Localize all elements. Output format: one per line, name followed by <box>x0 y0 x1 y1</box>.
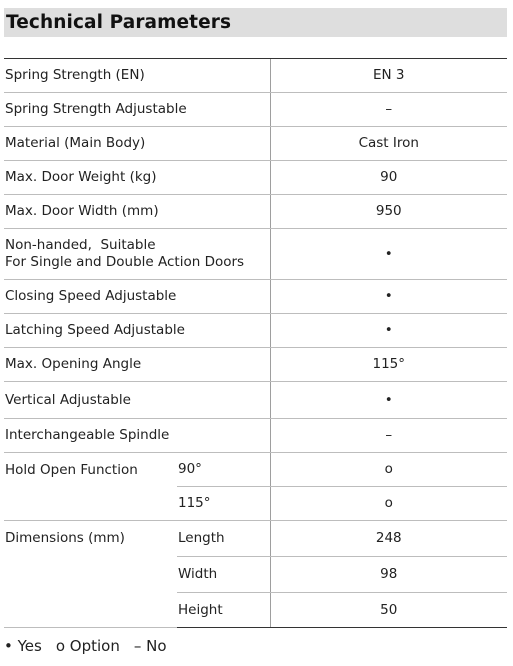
dimensions-sub-value: 50 <box>270 593 507 628</box>
dimensions-sub-label: Length <box>177 521 270 557</box>
table-row <box>4 93 507 127</box>
technical-parameters-table <box>4 58 507 628</box>
dimensions-sub-label: Width <box>177 557 270 593</box>
table-row <box>4 127 507 161</box>
row-value: EN 3 <box>270 59 507 93</box>
hold-open-label: Hold Open Function <box>4 453 177 521</box>
row-label: Max. Door Width (mm) <box>4 195 270 229</box>
row-label: Spring Strength (EN) <box>4 59 270 93</box>
legend-no: – No <box>133 637 167 655</box>
dimensions-sub-value: 98 <box>270 557 507 593</box>
row-label <box>4 229 270 280</box>
title-bar <box>4 8 507 37</box>
legend <box>4 637 181 655</box>
legend-yes: • Yes <box>4 637 42 655</box>
row-value: 950 <box>270 195 507 229</box>
hold-open-sub-label: 90° <box>177 453 270 487</box>
row-label-line-1: Non-handed, Suitable <box>5 237 156 253</box>
table-row <box>4 382 507 419</box>
hold-open-sub-value: o <box>270 453 507 487</box>
dimensions-sub-value: 248 <box>270 521 507 557</box>
row-label-line-2: For Single and Double Action Doors <box>5 254 245 270</box>
table-row <box>4 229 507 280</box>
dimensions-label: Dimensions (mm) <box>4 521 177 628</box>
row-value: • <box>270 229 507 280</box>
hold-open-sub-value: o <box>270 487 507 521</box>
table-row <box>4 280 507 314</box>
row-label: Latching Speed Adjustable <box>4 314 270 348</box>
row-label: Max. Door Weight (kg) <box>4 161 270 195</box>
table-row <box>4 59 507 93</box>
row-value: • <box>270 382 507 419</box>
table-row <box>4 453 507 487</box>
dimensions-sub-label: Height <box>177 593 270 628</box>
row-value: – <box>270 419 507 453</box>
row-value: 115° <box>270 348 507 382</box>
legend-option: o Option <box>55 637 120 655</box>
row-label: Max. Opening Angle <box>4 348 270 382</box>
row-value: Cast Iron <box>270 127 507 161</box>
table-row <box>4 348 507 382</box>
table-row <box>4 419 507 453</box>
row-label: Material (Main Body) <box>4 127 270 161</box>
hold-open-sub-label: 115° <box>177 487 270 521</box>
row-label: Vertical Adjustable <box>4 382 270 419</box>
row-value: • <box>270 280 507 314</box>
table-row <box>4 195 507 229</box>
row-value: • <box>270 314 507 348</box>
row-label: Closing Speed Adjustable <box>4 280 270 314</box>
row-value: 90 <box>270 161 507 195</box>
table-row <box>4 161 507 195</box>
row-label: Interchangeable Spindle <box>4 419 270 453</box>
row-value: – <box>270 93 507 127</box>
table-row <box>4 521 507 557</box>
page-title: Technical Parameters <box>6 12 232 33</box>
table-row <box>4 314 507 348</box>
row-label: Spring Strength Adjustable <box>4 93 270 127</box>
